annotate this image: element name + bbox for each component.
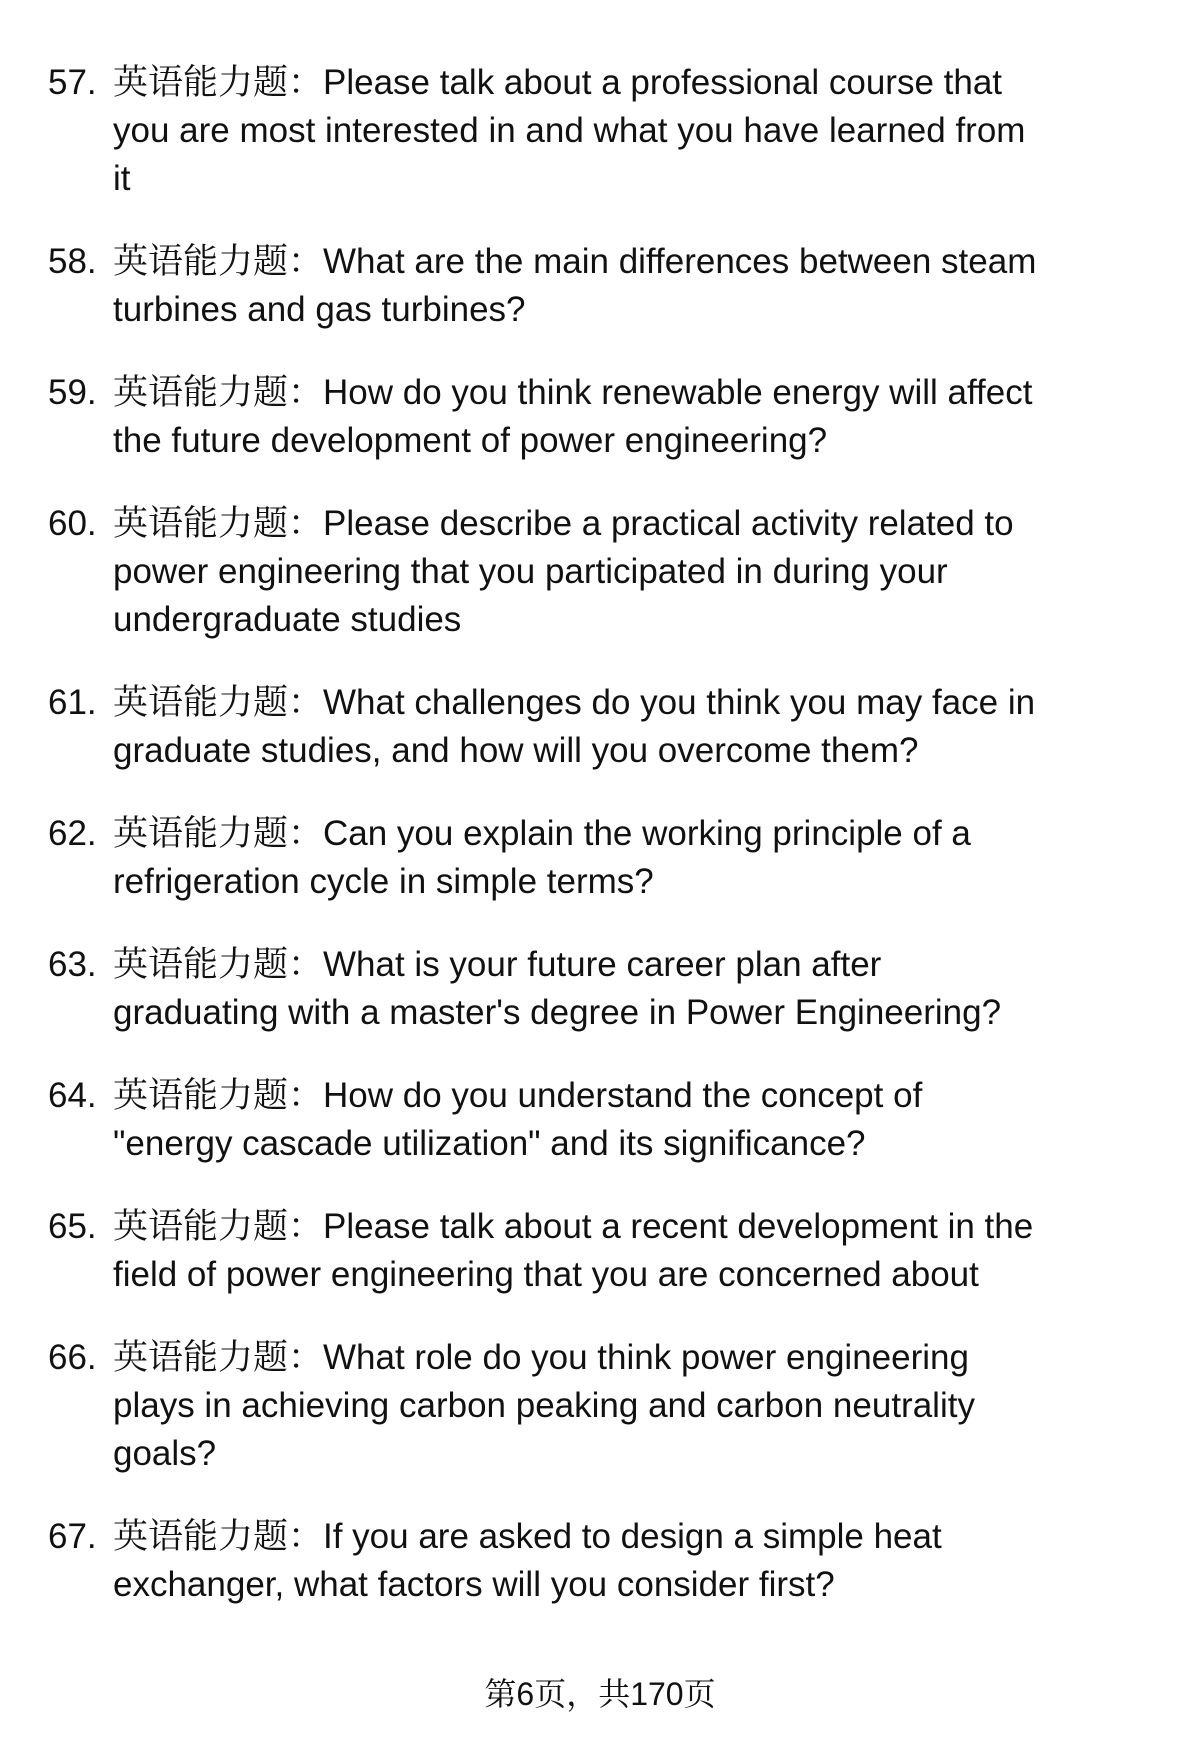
question-text: [113, 238, 1200, 334]
question-text-line: 英语能力题：What is your future career plan after: [113, 945, 882, 984]
question-text-line: refrigeration cycle in simple terms?: [113, 862, 654, 901]
question-number: 57.: [48, 63, 97, 102]
question-number: 60.: [48, 504, 97, 543]
question-text: [113, 810, 1200, 906]
question-text-line: it: [113, 159, 131, 198]
question-text-line: 英语能力题：What role do you think power engineering: [113, 1338, 969, 1377]
question-number: 66.: [48, 1338, 97, 1377]
question-number: 67.: [48, 1517, 97, 1556]
question-text: [113, 1334, 1200, 1478]
question-text-line: graduating with a master's degree in Power Engineering?: [113, 993, 1002, 1032]
question-text-line: "energy cascade utilization" and its significance?: [113, 1124, 866, 1163]
page-indicator: 第6页，共170页: [484, 1676, 716, 1712]
question-item: [0, 238, 1200, 334]
question-text: [113, 500, 1200, 644]
question-list: [0, 59, 1200, 1644]
question-text: [113, 941, 1200, 1037]
question-item: [0, 941, 1200, 1037]
question-number: 63.: [48, 945, 97, 984]
question-text-line: 英语能力题：Please describe a practical activity related to: [113, 504, 1014, 543]
question-item: [0, 59, 1200, 203]
question-text-line: 英语能力题：How do you think renewable energy will affect: [113, 373, 1033, 412]
question-number: 64.: [48, 1076, 97, 1115]
question-text: [113, 1513, 1200, 1609]
question-text-line: power engineering that you participated in during your: [113, 552, 948, 591]
question-number: 65.: [48, 1207, 97, 1246]
question-text-line: 英语能力题：If you are asked to design a simple heat: [113, 1517, 942, 1556]
question-text-line: 英语能力题：How do you understand the concept of: [113, 1076, 923, 1115]
question-text-line: 英语能力题：What are the main differences between steam: [113, 242, 1037, 281]
question-item: [0, 500, 1200, 644]
question-item: [0, 1072, 1200, 1168]
question-text: [113, 1072, 1200, 1168]
question-text: [113, 369, 1200, 465]
question-text-line: 英语能力题：What challenges do you think you may face in: [113, 683, 1036, 722]
question-number: 58.: [48, 242, 97, 281]
question-text: [113, 1203, 1200, 1299]
question-text-line: 英语能力题：Please talk about a recent development in the: [113, 1207, 1034, 1246]
question-item: [0, 679, 1200, 775]
question-number: 62.: [48, 814, 97, 853]
question-text-line: the future development of power engineering?: [113, 421, 828, 460]
question-text-line: graduate studies, and how will you overcome them?: [113, 731, 919, 770]
question-item: [0, 369, 1200, 465]
question-text-line: 英语能力题：Can you explain the working principle of a: [113, 814, 971, 853]
question-item: [0, 1334, 1200, 1478]
question-text-line: exchanger, what factors will you consider first?: [113, 1565, 835, 1604]
question-item: [0, 1513, 1200, 1609]
question-number: 59.: [48, 373, 97, 412]
question-number: 61.: [48, 683, 97, 722]
question-text-line: plays in achieving carbon peaking and carbon neutrality: [113, 1386, 975, 1425]
question-text-line: undergraduate studies: [113, 600, 462, 639]
question-item: [0, 810, 1200, 906]
question-text-line: 英语能力题：Please talk about a professional course that: [113, 63, 1003, 102]
question-text-line: turbines and gas turbines?: [113, 290, 526, 329]
question-text-line: you are most interested in and what you have learned from: [113, 111, 1026, 150]
question-text: [113, 679, 1200, 775]
question-item: [0, 1203, 1200, 1299]
question-text-line: field of power engineering that you are concerned about: [113, 1255, 979, 1294]
question-text-line: goals?: [113, 1434, 217, 1473]
question-text: [113, 59, 1200, 203]
